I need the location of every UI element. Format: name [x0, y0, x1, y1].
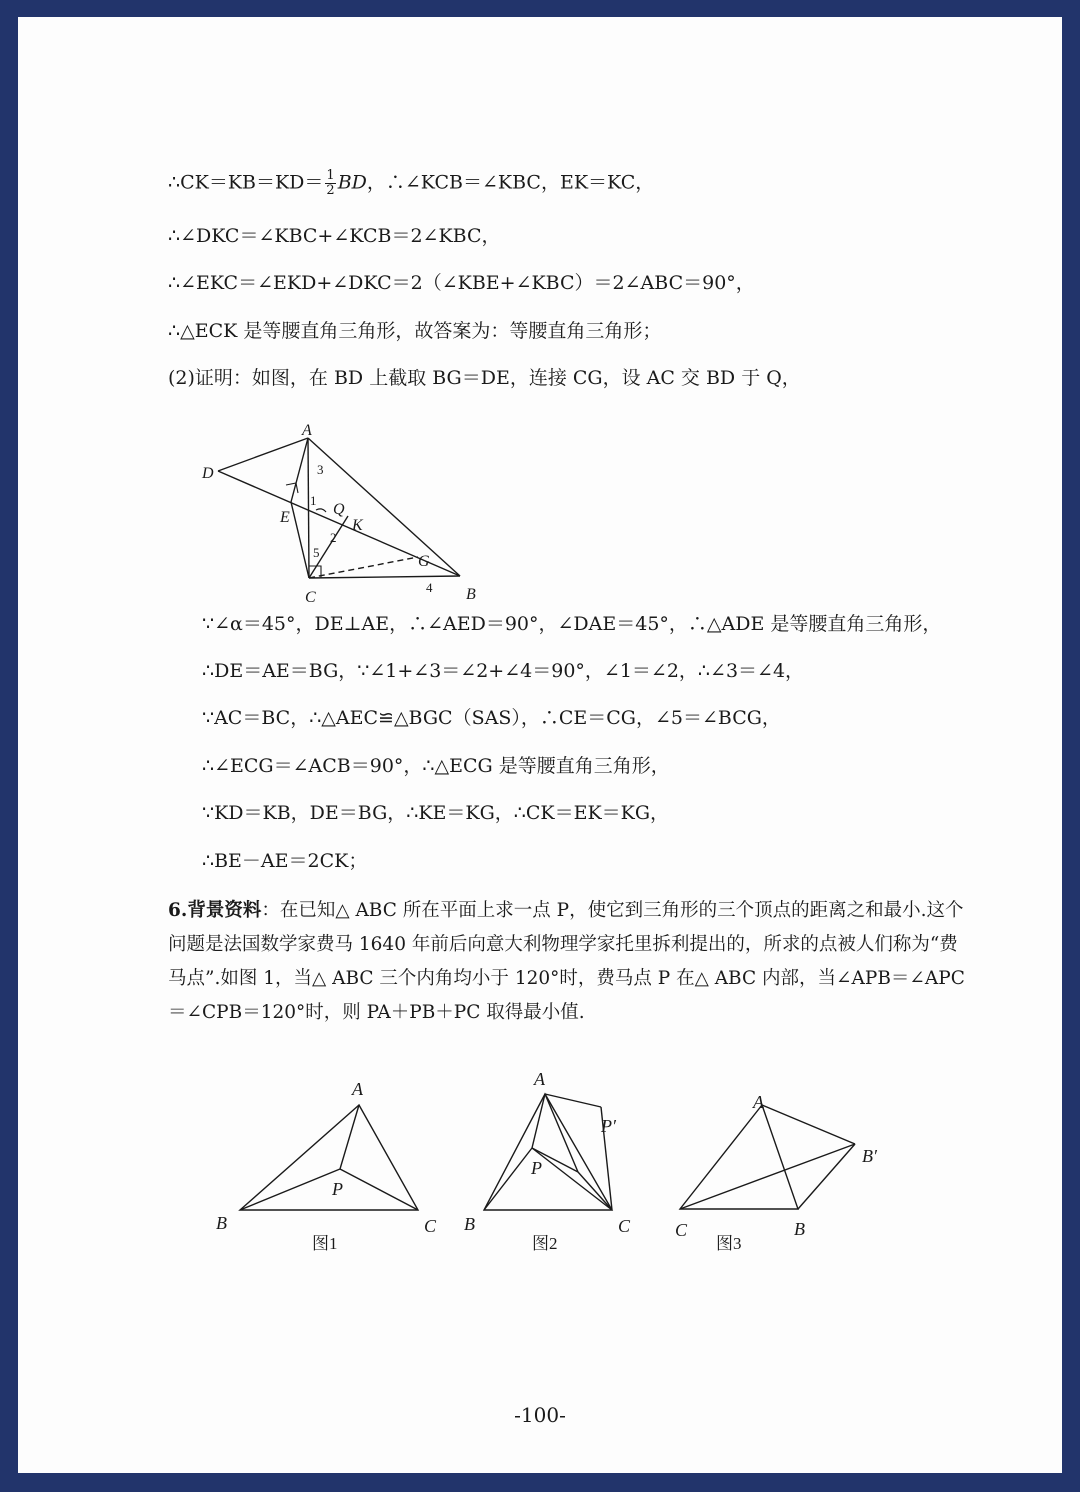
- fig1-caption: 图1: [312, 1234, 338, 1253]
- angle-arc-2: [316, 509, 326, 512]
- fig1-label-C: C: [424, 1216, 437, 1236]
- segment-CG-dashed: [309, 557, 418, 578]
- fig3-label-A: A: [753, 1092, 764, 1112]
- proof-line-8: ∵AC＝BC，∴△AEC≌△BGC（SAS），∴CE＝CG，∠5＝∠BCG，: [202, 707, 781, 729]
- proof-line-5: (2)证明：如图，在 BD 上截取 BG＝DE，连接 CG，设 AC 交 BD 于 Q，: [168, 367, 801, 389]
- label-E: E: [280, 509, 290, 526]
- fig3-segment-AB2: [762, 1105, 855, 1144]
- fig2-segment-AP2: [545, 1094, 601, 1107]
- proof-line-2: ∴∠DKC＝∠KBC+∠KCB＝2∠KBC，: [168, 225, 501, 247]
- question-label: 背景资料: [187, 900, 262, 921]
- fig3-triangle-ABC: [680, 1105, 798, 1209]
- fig1-label-A: A: [352, 1079, 363, 1099]
- label-C: C: [305, 589, 316, 606]
- document-page: [18, 17, 1062, 1473]
- fig2-segment-AP2-diag: [545, 1094, 578, 1172]
- label-A: A: [302, 422, 312, 439]
- angle-label-2: 2: [330, 530, 337, 545]
- fig3-caption: 图3: [716, 1234, 742, 1253]
- fig1-segment-PA: [340, 1105, 359, 1169]
- fig2-label-C: C: [618, 1216, 631, 1236]
- geometry-figure-main: [198, 402, 488, 606]
- fraction-one-half: $\frac{1}{2}$: [326, 168, 335, 198]
- proof-line-3: ∴∠EKC＝∠EKD+∠DKC＝2（∠KBE+∠KBC）＝2∠ABC＝90°，: [168, 272, 755, 294]
- fig1-triangle-ABC: [240, 1105, 418, 1210]
- proof-line-10: ∵KD＝KB，DE＝BG，∴KE＝KG，∴CK＝EK＝KG，: [202, 802, 670, 824]
- segment-EC: [291, 502, 309, 578]
- label-B: B: [466, 586, 476, 603]
- label-Q: Q: [333, 501, 345, 518]
- question-body: ：在已知△ ABC 所在平面上求一点 P，使它到三角形的三个顶点的距离之和最小.这个问题是法国数学家费马 1640 年前后向意大利物理学家托里拆利提出的，所求的点被人们称为“费马点”.如图 1，当△ ABC 三个内角均小于 120°时，费马点 P 在△ ABC 内部，当∠APB＝∠APC＝∠CPB＝120°时，则 PA＋PB＋PC 取得最小值.: [168, 900, 965, 1023]
- figure-2: [484, 1094, 612, 1210]
- page-number: -100-: [514, 1403, 566, 1427]
- figures-row: [198, 1052, 898, 1252]
- right-angle-mark-E: [286, 483, 298, 493]
- segment-AD: [218, 438, 308, 471]
- fig1-label-P: P: [332, 1179, 343, 1199]
- proof-line-4: ∴△ECK 是等腰直角三角形，故答案为：等腰直角三角形；: [168, 320, 662, 342]
- figure-1: [240, 1105, 418, 1210]
- angle-label-1: 1: [310, 493, 317, 508]
- fig3-label-B: B: [794, 1219, 805, 1239]
- angle-label-4: 4: [426, 580, 433, 595]
- question-number: 6.: [168, 900, 188, 921]
- proof-line-7: ∴DE＝AE＝BG，∵∠1+∠3＝∠2+∠4＝90°，∠1＝∠2，∴∠3＝∠4，: [202, 660, 805, 682]
- proof-line-9: ∴∠ECG＝∠ACB＝90°，∴△ECG 是等腰直角三角形，: [202, 755, 670, 777]
- fig2-caption: 图2: [532, 1234, 558, 1253]
- figure-3: [680, 1105, 855, 1209]
- proof-line-11: ∴BE－AE＝2CK；: [202, 850, 368, 872]
- proof-line-6: ∵∠α＝45°，DE⊥AE，∴∠AED＝90°，∠DAE＝45°，∴△ADE 是等腰直角三角形，: [202, 613, 942, 635]
- fig2-segment-PA: [532, 1094, 545, 1148]
- label-D: D: [202, 465, 214, 482]
- fig1-label-B: B: [216, 1213, 227, 1233]
- fig2-label-P: P: [531, 1158, 542, 1178]
- angle-label-3: 3: [317, 462, 324, 477]
- segment-AB: [308, 438, 460, 576]
- fig2-segment-PB: [484, 1148, 532, 1210]
- fig2-label-A: A: [534, 1069, 545, 1089]
- label-G: G: [418, 553, 430, 570]
- fig3-segment-B2B: [798, 1144, 855, 1209]
- label-K: K: [352, 517, 363, 534]
- fig2-label-P-prime: P′: [601, 1116, 616, 1136]
- proof-line-1: ∴CK＝KB＝KD＝ $\frac{1}{2}$ BD，∴∠KCB＝∠KBC，EK＝KC，: [168, 168, 655, 198]
- fig2-label-B: B: [464, 1214, 475, 1234]
- question-6-paragraph: [168, 894, 968, 1030]
- fig1-segment-PB: [240, 1169, 340, 1210]
- fig3-label-C: C: [675, 1220, 688, 1240]
- fig2-segment-P2C-lower: [578, 1172, 612, 1210]
- segment-AE: [291, 438, 308, 502]
- segment-AC: [308, 438, 309, 578]
- angle-label-5: 5: [313, 545, 320, 560]
- fig2-triangle-ABC: [484, 1094, 612, 1210]
- fig3-label-B-prime: B′: [862, 1146, 877, 1166]
- segment-CB: [309, 576, 460, 578]
